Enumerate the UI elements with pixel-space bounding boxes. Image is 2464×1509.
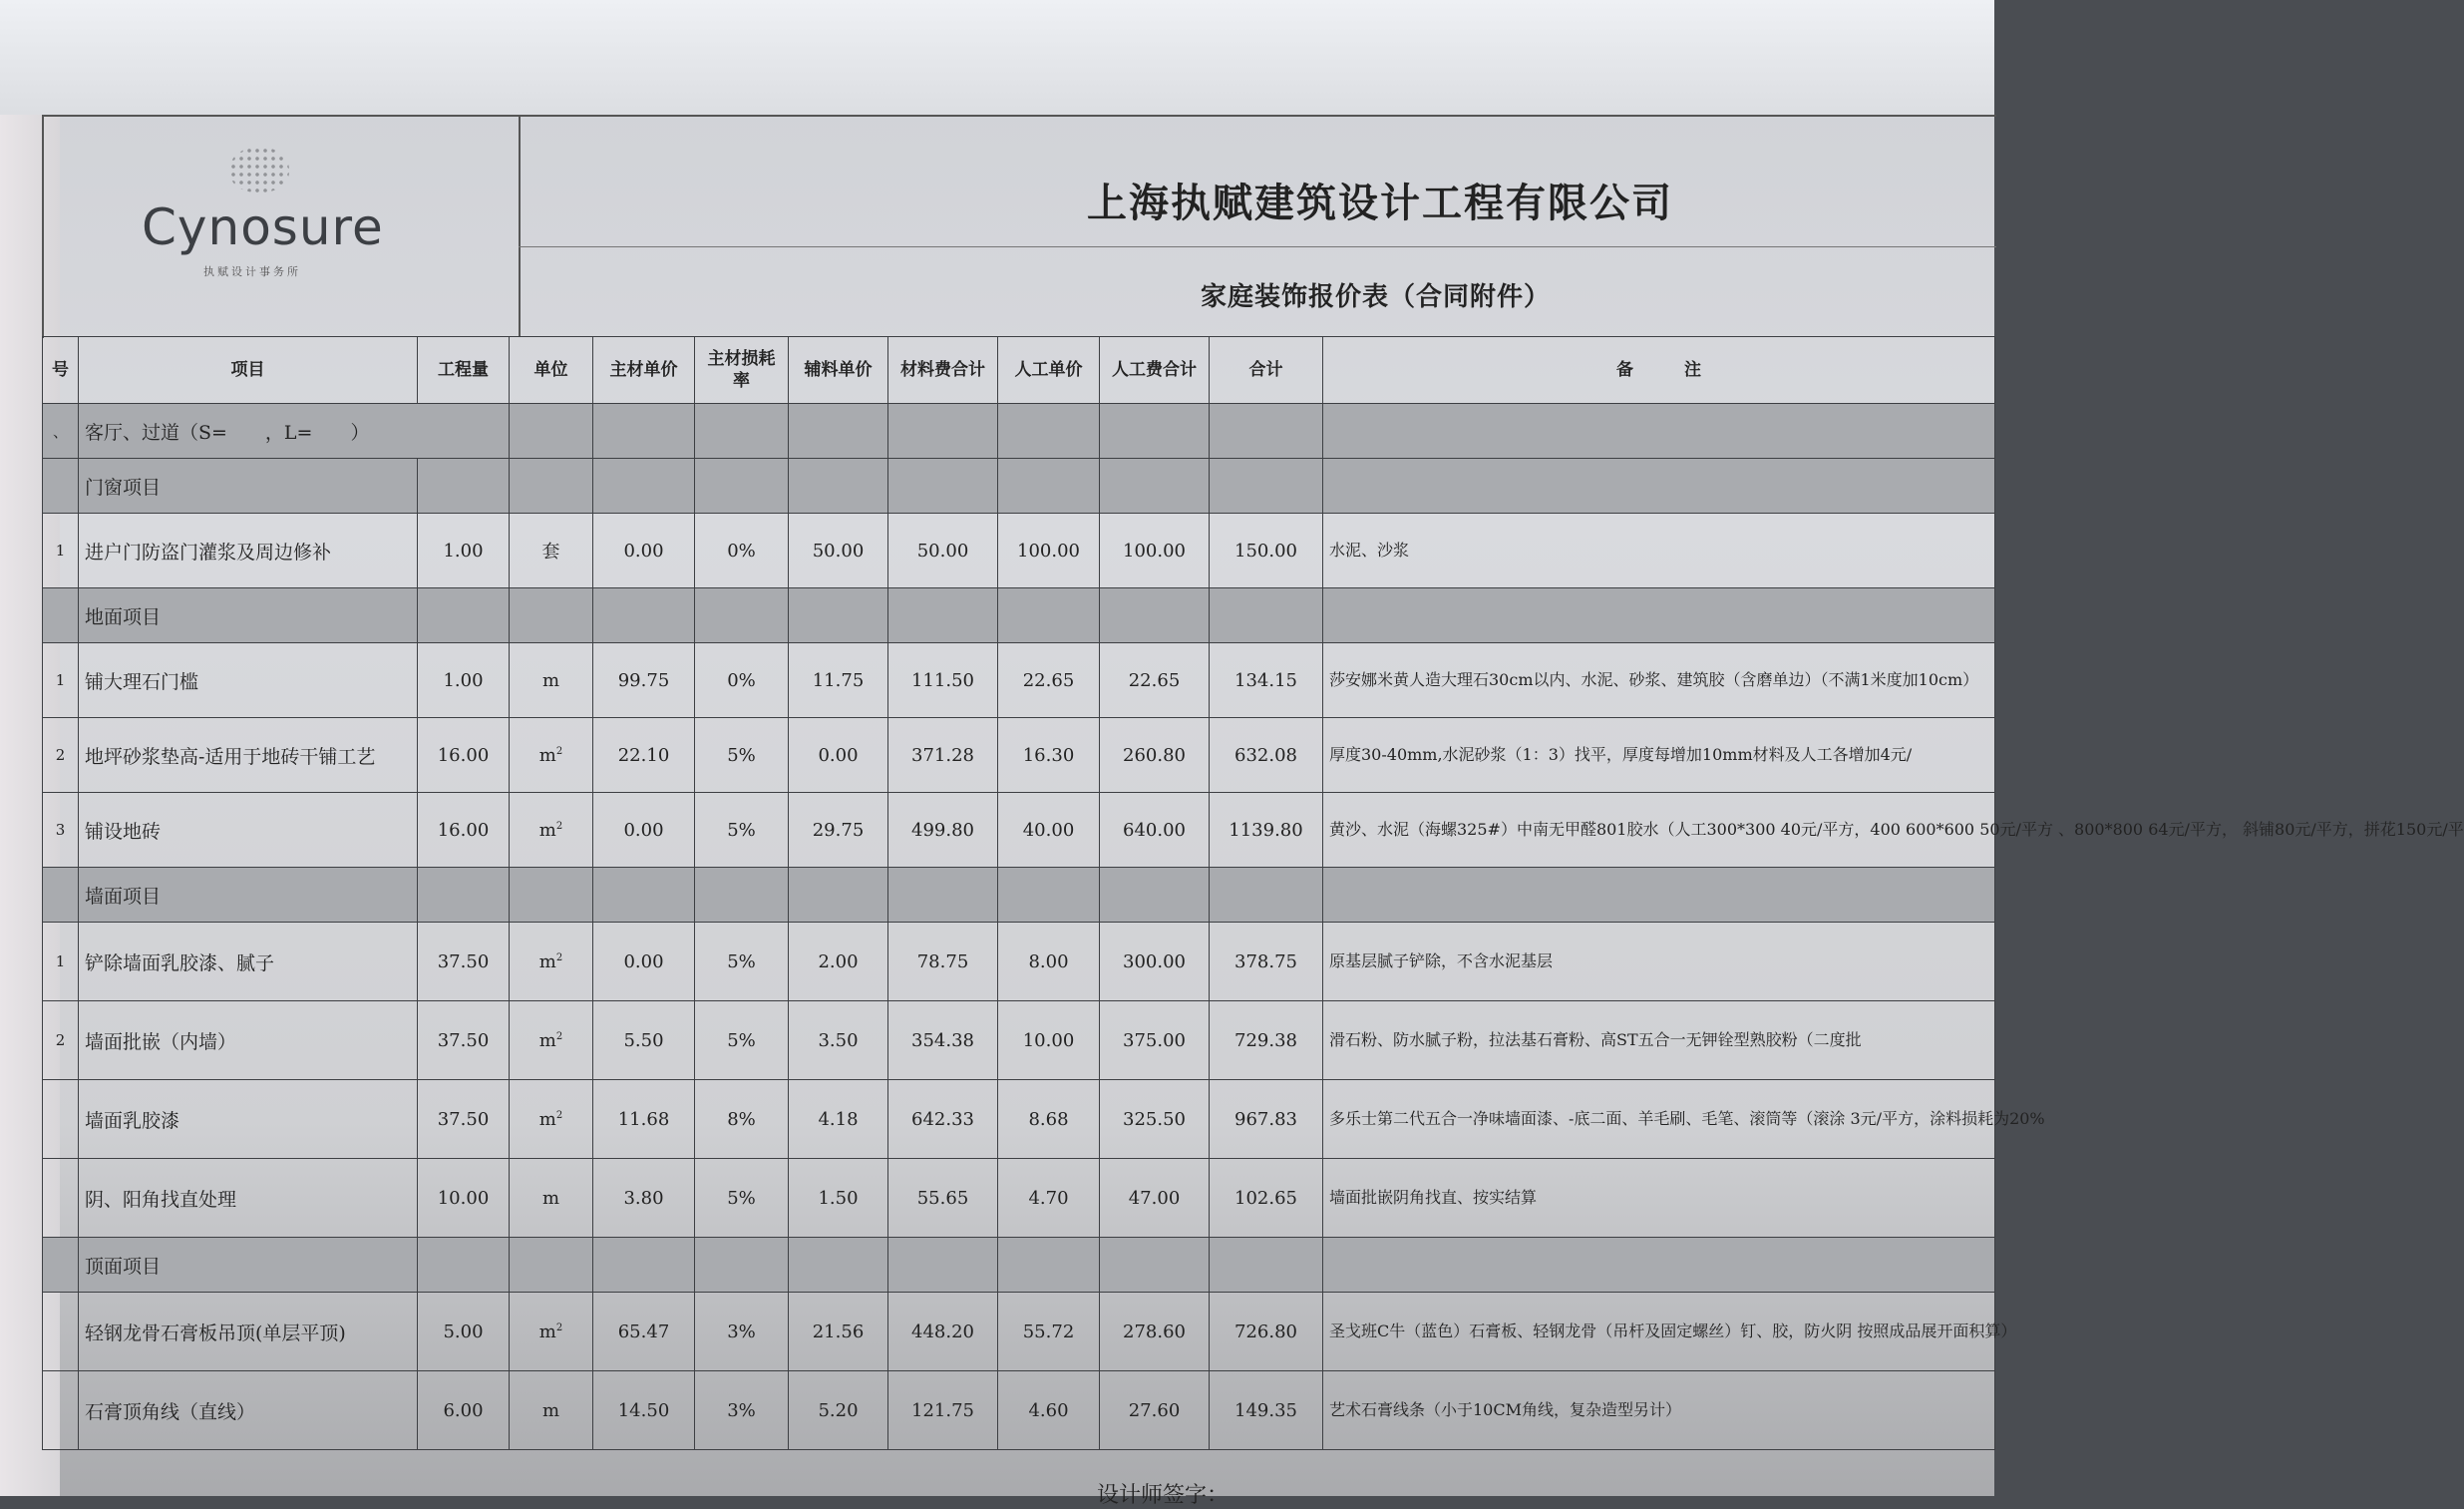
row-index: 1 [43, 643, 79, 718]
row-labor-total: 47.00 [1100, 1159, 1210, 1238]
row-qty: 6.00 [418, 1371, 510, 1450]
row-loss: 3% [695, 1371, 789, 1450]
company-name: 上海执赋建筑设计工程有限公司 [1087, 180, 1673, 226]
row-name: 进户门防盗门灌浆及周边修补 [79, 514, 418, 588]
row-total: 632.08 [1210, 718, 1323, 793]
row-unit: m [510, 1159, 593, 1238]
logo-area [44, 117, 521, 336]
row-loss: 5% [695, 923, 789, 1001]
table-row [43, 923, 1995, 1001]
table-row [43, 718, 1995, 793]
row-index [43, 1159, 79, 1238]
row-material-total: 499.80 [888, 793, 998, 868]
row-loss: 3% [695, 1293, 789, 1371]
section-row [43, 588, 1995, 643]
row-qty: 16.00 [418, 718, 510, 793]
document-header [42, 115, 1996, 338]
table-header-row [43, 337, 1995, 404]
row-qty: 16.00 [418, 793, 510, 868]
row-labor-total: 260.80 [1100, 718, 1210, 793]
row-aux: 29.75 [789, 793, 888, 868]
row-aux: 2.00 [789, 923, 888, 1001]
row-total: 378.75 [1210, 923, 1323, 1001]
section-row [43, 1238, 1995, 1293]
table-row [43, 643, 1995, 718]
row-labor-total: 375.00 [1100, 1001, 1210, 1080]
row-total: 102.65 [1210, 1159, 1323, 1238]
header-item: 项目 [79, 337, 418, 404]
row-aux: 11.75 [789, 643, 888, 718]
row-main-price: 99.75 [593, 643, 695, 718]
row-note: 厚度30-40mm,水泥砂浆（1：3）找平，厚度每增加10mm材料及人工各增加4元/ [1323, 718, 1995, 793]
header-main-price: 主材单价 [593, 337, 695, 404]
row-note: 黄沙、水泥（海螺325#）中南无甲醛801胶水（人工300*300 40元/平方，400 600*600 50元/平方 、800*800 64元/平方， 斜铺80元/平方，拼花150元/平 [1323, 793, 1995, 868]
header-labor-total: 人工费合计 [1100, 337, 1210, 404]
document-title: 家庭装饰报价表（合同附件） [1201, 282, 1552, 312]
company-header [519, 117, 1996, 247]
row-note: 墙面批嵌阴角找直、按实结算 [1323, 1159, 1995, 1238]
row-name: 铺大理石门槛 [79, 643, 418, 718]
row-labor: 8.68 [998, 1080, 1100, 1159]
row-total: 1139.80 [1210, 793, 1323, 868]
logo-brand: Cynosure [142, 198, 384, 256]
row-index [43, 1371, 79, 1450]
row-loss: 0% [695, 514, 789, 588]
row-unit: $m^2$ [510, 923, 593, 1001]
row-labor-total: 22.65 [1100, 643, 1210, 718]
table-row [43, 1001, 1995, 1080]
row-labor: 40.00 [998, 793, 1100, 868]
row-qty: 37.50 [418, 1080, 510, 1159]
row-labor: 22.65 [998, 643, 1100, 718]
row-total: 134.15 [1210, 643, 1323, 718]
section-title: 门窗项目 [79, 459, 418, 514]
table-row [43, 1080, 1995, 1159]
row-labor: 55.72 [998, 1293, 1100, 1371]
row-qty: 1.00 [418, 514, 510, 588]
row-index: 3 [43, 793, 79, 868]
previous-page-edge [0, 0, 1994, 117]
row-qty: 5.00 [418, 1293, 510, 1371]
row-main-price: 0.00 [593, 923, 695, 1001]
row-note: 艺术石膏线条（小于10CM角线，复杂造型另计） [1323, 1371, 1995, 1450]
row-loss: 5% [695, 793, 789, 868]
table-row [43, 1159, 1995, 1238]
row-qty: 37.50 [418, 923, 510, 1001]
row-note: 多乐士第二代五合一净味墙面漆、-底二面、羊毛刷、毛笔、滚筒等（滚涂 3元/平方，涂料损耗为20% [1323, 1080, 1995, 1159]
row-name: 墙面批嵌（内墙） [79, 1001, 418, 1080]
row-qty: 1.00 [418, 643, 510, 718]
row-unit: $m^2$ [510, 1293, 593, 1371]
row-unit: $m^2$ [510, 1001, 593, 1080]
row-total: 729.38 [1210, 1001, 1323, 1080]
header-note: 备 注 [1323, 337, 1995, 404]
row-labor-total: 100.00 [1100, 514, 1210, 588]
row-index: 1 [43, 923, 79, 1001]
row-labor-total: 27.60 [1100, 1371, 1210, 1450]
row-main-price: 3.80 [593, 1159, 695, 1238]
row-material-total: 78.75 [888, 923, 998, 1001]
section-title: 墙面项目 [79, 868, 418, 923]
row-name: 铲除墙面乳胶漆、腻子 [79, 923, 418, 1001]
section-title: 顶面项目 [79, 1238, 418, 1293]
row-material-total: 354.38 [888, 1001, 998, 1080]
header-material-total: 材料费合计 [888, 337, 998, 404]
row-aux: 4.18 [789, 1080, 888, 1159]
row-loss: 5% [695, 718, 789, 793]
row-total: 149.35 [1210, 1371, 1323, 1450]
row-labor-total: 300.00 [1100, 923, 1210, 1001]
header-unit: 单位 [510, 337, 593, 404]
row-note: 水泥、沙浆 [1323, 514, 1995, 588]
logo-tagline: 执赋设计事务所 [203, 265, 301, 278]
row-labor: 4.60 [998, 1371, 1100, 1450]
row-unit: $m^2$ [510, 718, 593, 793]
row-note: 莎安娜米黄人造大理石30cm以内、水泥、砂浆、建筑胶（含磨单边）（不满1米度加10cm） [1323, 643, 1995, 718]
area-label: 客厅、过道（S= ，L= ） [79, 404, 510, 459]
header-index: 号 [43, 337, 79, 404]
row-unit: 套 [510, 514, 593, 588]
row-total: 967.83 [1210, 1080, 1323, 1159]
row-main-price: 14.50 [593, 1371, 695, 1450]
row-index [43, 1080, 79, 1159]
row-aux: 21.56 [789, 1293, 888, 1371]
row-unit: m [510, 1371, 593, 1450]
row-name: 地坪砂浆垫高-适用于地砖干铺工艺 [79, 718, 418, 793]
row-note: 滑石粉、防水腻子粉，拉法基石膏粉、高ST五合一无钾铨型熟胶粉（二度批 [1323, 1001, 1995, 1080]
area-row [43, 404, 1995, 459]
quote-table [42, 336, 2464, 1450]
row-note: 圣戈班C牛（蓝色）石膏板、轻钢龙骨（吊杆及固定螺丝）钉、胶，防火阴 按照成品展开面积算） [1323, 1293, 1995, 1371]
header-aux-price: 辅料单价 [789, 337, 888, 404]
row-aux: 0.00 [789, 718, 888, 793]
section-title: 地面项目 [79, 588, 418, 643]
header-qty: 工程量 [418, 337, 510, 404]
row-index: 2 [43, 718, 79, 793]
row-labor: 8.00 [998, 923, 1100, 1001]
area-prefix: 、 [43, 404, 79, 459]
row-loss: 5% [695, 1001, 789, 1080]
row-main-price: 65.47 [593, 1293, 695, 1371]
table-row [43, 1293, 1995, 1371]
row-qty: 10.00 [418, 1159, 510, 1238]
logo-icon [229, 147, 289, 192]
row-unit: $m^2$ [510, 793, 593, 868]
section-row [43, 459, 1995, 514]
row-name: 铺设地砖 [79, 793, 418, 868]
row-labor-total: 640.00 [1100, 793, 1210, 868]
row-unit: $m^2$ [510, 1080, 593, 1159]
header-main-loss: 主材损耗率 [695, 337, 789, 404]
table-row [43, 514, 1995, 588]
row-qty: 37.50 [418, 1001, 510, 1080]
row-aux: 5.20 [789, 1371, 888, 1450]
row-labor: 16.30 [998, 718, 1100, 793]
row-name: 石膏顶角线（直线） [79, 1371, 418, 1450]
row-labor-total: 278.60 [1100, 1293, 1210, 1371]
row-index: 1 [43, 514, 79, 588]
row-main-price: 0.00 [593, 514, 695, 588]
row-labor: 100.00 [998, 514, 1100, 588]
row-total: 726.80 [1210, 1293, 1323, 1371]
row-material-total: 121.75 [888, 1371, 998, 1450]
section-row [43, 868, 1995, 923]
header-labor-price: 人工单价 [998, 337, 1100, 404]
row-main-price: 11.68 [593, 1080, 695, 1159]
row-main-price: 0.00 [593, 793, 695, 868]
row-name: 轻钢龙骨石膏板吊顶(单层平顶) [79, 1293, 418, 1371]
row-index: 2 [43, 1001, 79, 1080]
row-main-price: 5.50 [593, 1001, 695, 1080]
row-material-total: 111.50 [888, 643, 998, 718]
row-labor: 4.70 [998, 1159, 1100, 1238]
row-labor-total: 325.50 [1100, 1080, 1210, 1159]
row-loss: 5% [695, 1159, 789, 1238]
row-aux: 1.50 [789, 1159, 888, 1238]
row-material-total: 642.33 [888, 1080, 998, 1159]
row-total: 150.00 [1210, 514, 1323, 588]
row-aux: 3.50 [789, 1001, 888, 1080]
title-header [519, 246, 1996, 336]
row-material-total: 371.28 [888, 718, 998, 793]
row-note: 原基层腻子铲除，不含水泥基层 [1323, 923, 1995, 1001]
row-aux: 50.00 [789, 514, 888, 588]
row-material-total: 448.20 [888, 1293, 998, 1371]
row-name: 墙面乳胶漆 [79, 1080, 418, 1159]
row-name: 阴、阳角找直处理 [79, 1159, 418, 1238]
row-main-price: 22.10 [593, 718, 695, 793]
row-material-total: 55.65 [888, 1159, 998, 1238]
row-unit: m [510, 643, 593, 718]
table-row [43, 1371, 1995, 1450]
designer-signature-label: 设计师签字： [1097, 1483, 1230, 1508]
header-total: 合计 [1210, 337, 1323, 404]
row-loss: 0% [695, 643, 789, 718]
table-row [43, 793, 1995, 868]
row-labor: 10.00 [998, 1001, 1100, 1080]
row-index [43, 1293, 79, 1371]
row-loss: 8% [695, 1080, 789, 1159]
row-material-total: 50.00 [888, 514, 998, 588]
